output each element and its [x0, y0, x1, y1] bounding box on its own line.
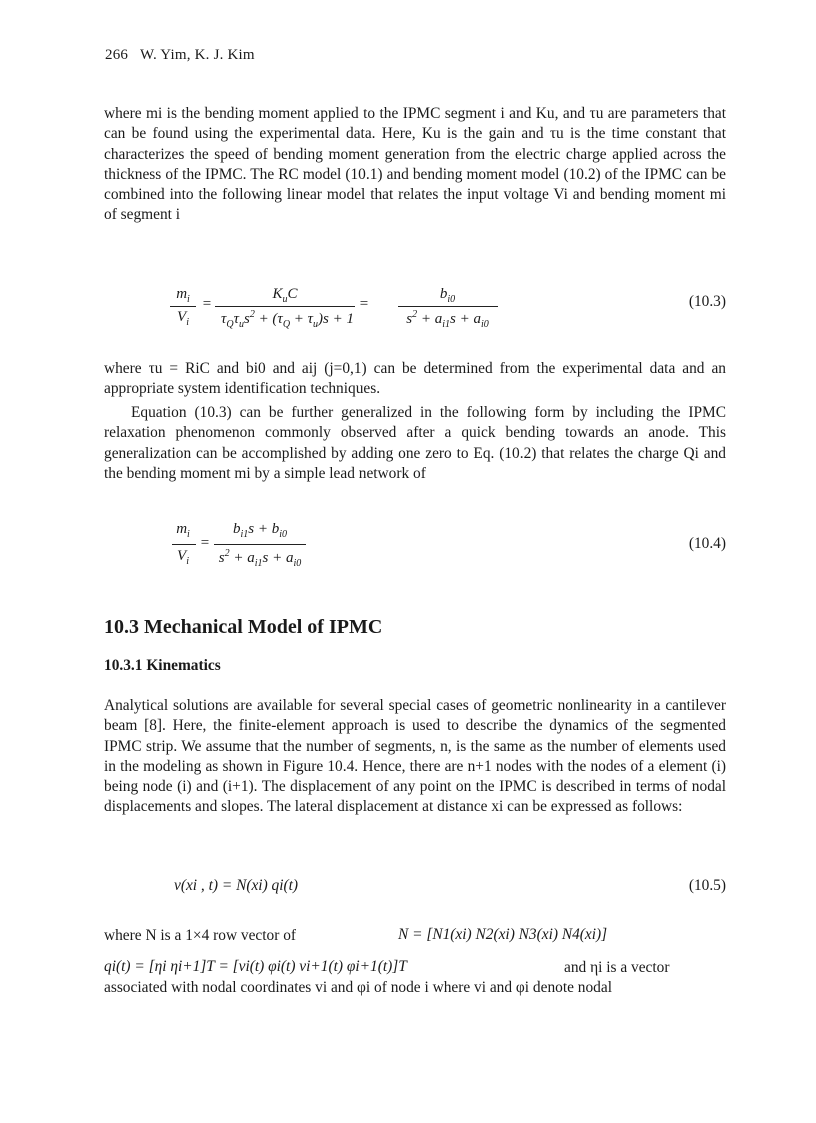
equation-label-10-3: (10.3)	[688, 293, 726, 310]
paragraph-5b: and ηi is a vector associated with nodal coordinates vi and φi of node i where vi and φi denote nodal	[104, 959, 670, 997]
equation-10-5: v(xi , t) = N(xi) qi(t)	[174, 877, 299, 894]
running-header	[105, 47, 255, 64]
paragraph-2: where τu = RiC and bi0 and aij (j=0,1) can be determined from the experimental data and an appropriate system identification techniques.	[104, 360, 726, 398]
header-authors: W. Yim, K. J. Kim	[139, 47, 255, 63]
equation-q-vector: qi(t) = [ηi ηi+1]T = [vi(t) φi(t) vi+1(t) φi+1(t)]T	[104, 958, 407, 975]
paragraph-1: where mi is the bending moment applied to the IPMC segment i and Ku, and τu are parameters that can be found using the experimental data. Here, Ku is the gain and τu is the time constant that characterizes the speed of bending moment generation from the electric charge applied across the thickness of the IPMC. The RC model (10.1) and bending moment model (10.2) of the IPMC can be combined into the following linear model that relates the input voltage Vi and bending moment mi of segment i	[104, 105, 726, 224]
page-number: 266	[105, 47, 129, 63]
equation-label-10-5: (10.5)	[688, 877, 726, 894]
paragraph-3: Equation (10.3) can be further generalized in the following form by including the IPMC relaxation phenomenon commonly observed after a quick bending towards an anode. This generalization can be accomplished by adding one zero to Eq. (10.2) that relates the charge Qi and the bending moment mi by a simple lead network of	[104, 404, 726, 482]
section-heading: 10.3 Mechanical Model of IPMC	[104, 616, 383, 638]
equation-label-10-4: (10.4)	[688, 535, 726, 552]
paragraph-5a: where N is a 1×4 row vector of	[104, 927, 297, 944]
subsection-heading: 10.3.1 Kinematics	[104, 657, 221, 674]
paragraph-4: Analytical solutions are available for several special cases of geometric nonlinearity in a cantilever beam [8]. Here, the finite-element approach is used to describe the dynamics of the segmented IPMC strip. We assume that the number of segments, n, is the same as the number of elements used in the modeling as shown in Figure 10.4. Hence, there are n+1 nodes with the nodes of a element (i) being node (i) and (i+1). The displacement of any point on the IPMC is described in terms of nodal displacements and slopes. The lateral displacement at distance xi can be expressed as follows:	[104, 697, 726, 816]
equation-N-vector: N = [N1(xi) N2(xi) N3(xi) N4(xi)]	[398, 926, 608, 943]
page: 266 W. Yim, K. J. Kim where mi is the bending moment applied to the IPMC segment i and Ku, and τu are parameters that can be found using the experimental data. Here, Ku is the gain and τu is the time constant that characterizes the speed of bending moment generation from the electric charge applied across the thickness of the IPMC. The RC model (10.1) and bending moment model (10.2) of the IPMC can be combined into the following linear model that relates the input voltage Vi and bending moment mi of segment i $m_i$ $V_i$ = $K_uC$ $\tau_Q\tau_us^2 + (\tau_Q + \tau_u)s + 1$ = $b_{i0}$ $s^2 + a_{i1}s + a_{i0}$ (10.3) where τu = RiC and bi0 and aij (j=0,1) can be determined from the experimental data and an appropriate system identification techniques. Equation (10.3) can be further generalized in the following form by including the IPMC relaxation phenomenon commonly observed after a quick bending towards an anode. This generalization can be accomplished by adding one zero to Eq. (10.2) that relates the charge Qi and the bending moment mi by a simple lead network of $m_i$ $V_i$ = $b_{i1}s + b_{i0}$ $s^2 + a_{i1}s + a_{i0}$ (10.4) 10.3 Mechanical Model of IPMC 10.3.1 Kinematics Analytical solutions are available for several special cases of geometric nonlinearity in a cantilever beam [8]. Here, the finite-element approach is used to describe the dynamics of the segmented IPMC strip. We assume that the number of segments, n, is the same as the number of elements used in the modeling as shown in Figure 10.4. Hence, there are n+1 nodes with the nodes of a element (i) being node (i) and (i+1). The displacement of any point on the IPMC is described in terms of nodal displacements and slopes. The lateral displacement at distance xi can be expressed as follows: v(xi , t) = N(xi) qi(t) (10.5) where N is a 1×4 row vector of N = [N1(xi) N2(xi) N3(xi) N4(xi)] qi(t) = [ηi ηi+1]T = [vi(t) φi(t) vi+1(t) φi+1(t)]T and ηi is a vector associated with nodal coordinates vi and φi of node i where vi and φi denote nodal	[0, 0, 816, 1123]
